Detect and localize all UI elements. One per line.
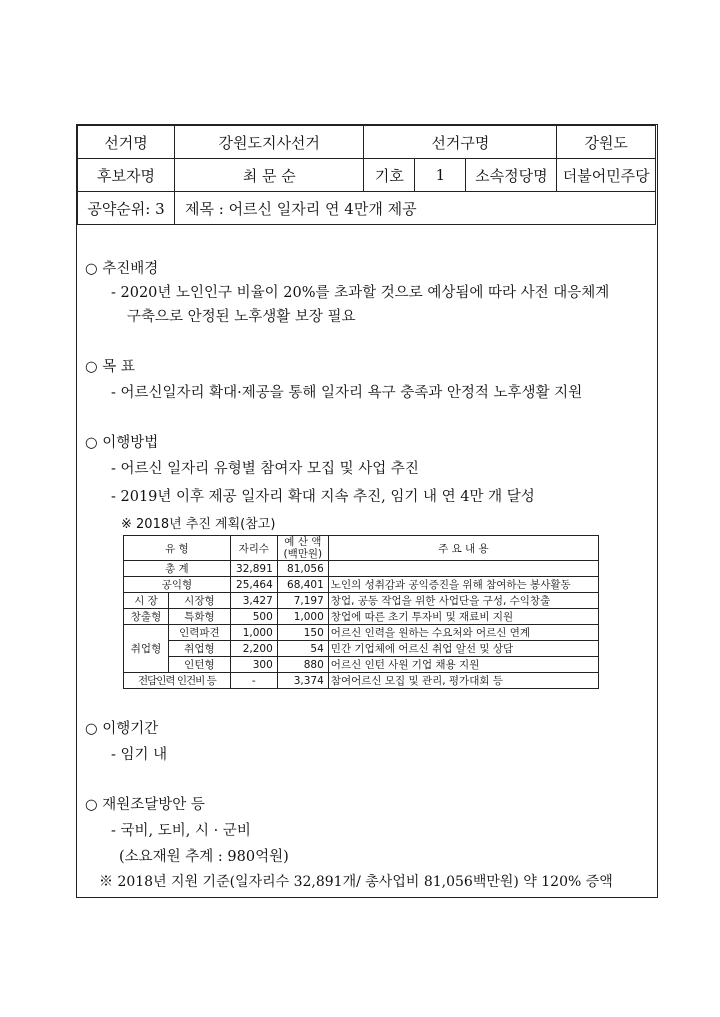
cell-content: 어르신 인력을 원하는 수요처와 어르신 연계 (328, 625, 598, 641)
circle-bullet-icon: ○ (85, 721, 98, 737)
party-value: 더불어민주당 (557, 159, 656, 192)
cell-type: 총 계 (124, 561, 231, 577)
text-line: ※ 2018년 지원 기준(일자리수 32,891개/ 총사업비 81,056백만원) 약 120% 증액 (99, 874, 613, 890)
circle-bullet-icon: ○ (85, 261, 98, 277)
col-header-jobs: 자리수 (230, 536, 277, 561)
col-header-type: 유 형 (124, 536, 231, 561)
text-line: 구축으로 안정된 노후생활 보장 필요 (127, 309, 356, 325)
election-value: 강원도지사선거 (175, 126, 364, 159)
cell-jobs: 32,891 (230, 561, 277, 577)
cell-group: 시 장 (124, 593, 169, 609)
pledge-frame (76, 124, 658, 898)
candidate-label: 후보자명 (78, 159, 175, 192)
text-line: - 어르신일자리 확대·제공을 통해 일자리 욕구 충족과 안정적 노후생활 지원 (111, 385, 583, 401)
cell-budget: 54 (277, 641, 328, 657)
cell-type: 시장형 (169, 593, 231, 609)
table-row (124, 673, 599, 689)
cell-budget: 68,401 (277, 577, 328, 593)
cell-content: 민간 기업체에 어르신 취업 알선 및 상담 (328, 641, 598, 657)
party-label: 소속정당명 (466, 159, 557, 192)
section-title: 목 표 (102, 359, 135, 375)
circle-bullet-icon: ○ (85, 359, 98, 375)
cell-jobs: 3,427 (230, 593, 277, 609)
table-row (124, 561, 599, 577)
circle-bullet-icon: ○ (85, 435, 98, 451)
cell-jobs: 300 (230, 657, 277, 673)
cell-jobs: 2,200 (230, 641, 277, 657)
text-line: (소요재원 추계 : 980억원) (119, 849, 289, 865)
cell-group: 창출형 (124, 609, 169, 625)
section-funding (85, 793, 205, 814)
cell-budget: 150 (277, 625, 328, 641)
cell-type: 특화형 (169, 609, 231, 625)
cell-jobs: 500 (230, 609, 277, 625)
cell-budget: 1,000 (277, 609, 328, 625)
section-title: 이행방법 (102, 435, 159, 451)
section-period (85, 717, 158, 738)
district-value: 강원도 (557, 126, 656, 159)
col-header-content: 주 요 내 용 (328, 536, 598, 561)
section-title: 재원조달방안 등 (102, 797, 205, 813)
table-row (124, 657, 599, 673)
plan-table (123, 535, 599, 689)
circle-bullet-icon: ○ (85, 797, 98, 813)
symbol-value: 1 (415, 159, 466, 192)
title-cell: 제목 : 어르신 일자리 연 4만개 제공 (175, 192, 656, 225)
cell-budget: 7,197 (277, 593, 328, 609)
cell-budget: 880 (277, 657, 328, 673)
text-line: - 2019년 이후 제공 일자리 확대 지속 추진, 임기 내 연 4만 개 달성 (111, 489, 535, 505)
header-table (77, 125, 656, 225)
table-row (124, 577, 599, 593)
section-title: 이행기간 (102, 721, 159, 737)
section-background (85, 257, 158, 278)
symbol-label: 기호 (364, 159, 415, 192)
section-title: 추진배경 (102, 261, 159, 277)
cell-jobs: 25,464 (230, 577, 277, 593)
table-row (124, 593, 599, 609)
cell-type: 공익형 (124, 577, 231, 593)
cell-content: 창업에 따른 초기 투자비 및 재료비 지원 (328, 609, 598, 625)
cell-budget: 81,056 (277, 561, 328, 577)
text-line: - 2020년 노인인구 비율이 20%를 초과할 것으로 예상됨에 따라 사전 대응체계 (111, 285, 610, 301)
election-label: 선거명 (78, 126, 175, 159)
cell-content: 참여어르신 모집 및 관리, 평가대회 등 (328, 673, 598, 689)
cell-type: 인력파견 (169, 625, 231, 641)
cell-type: 전담인력 인건비 등 (124, 673, 231, 689)
text-line: - 임기 내 (111, 747, 168, 763)
text-line: - 어르신 일자리 유형별 참여자 모집 및 사업 추진 (111, 461, 419, 477)
budget-line1: 예 산 액 (284, 536, 322, 548)
cell-content: 창업, 공동 작업을 위한 사업단을 구성, 수익창출 (328, 593, 598, 609)
district-label: 선거구명 (364, 126, 557, 159)
cell-budget: 3,374 (277, 673, 328, 689)
cell-group: 취업형 (124, 625, 169, 673)
text-line: - 국비, 도비, 시 · 군비 (111, 823, 251, 839)
candidate-value: 최 문 순 (175, 159, 364, 192)
note-line: ※ 2018년 추진 계획(참고) (121, 517, 276, 532)
budget-line2: (백만원) (283, 548, 323, 560)
cell-content: 노인의 성취감과 공익증진을 위해 참여하는 봉사활동 (328, 577, 598, 593)
section-method (85, 431, 158, 452)
table-row (124, 625, 599, 641)
table-row (124, 641, 599, 657)
table-row (124, 609, 599, 625)
section-goal (85, 355, 135, 376)
cell-jobs: 1,000 (230, 625, 277, 641)
cell-type: 인턴형 (169, 657, 231, 673)
rank-cell: 공약순위: 3 (78, 192, 175, 225)
cell-content (328, 561, 598, 577)
cell-type: 취업형 (169, 641, 231, 657)
col-header-budget (277, 536, 328, 561)
cell-content: 어르신 인턴 사원 기업 채용 지원 (328, 657, 598, 673)
cell-jobs: - (230, 673, 277, 689)
